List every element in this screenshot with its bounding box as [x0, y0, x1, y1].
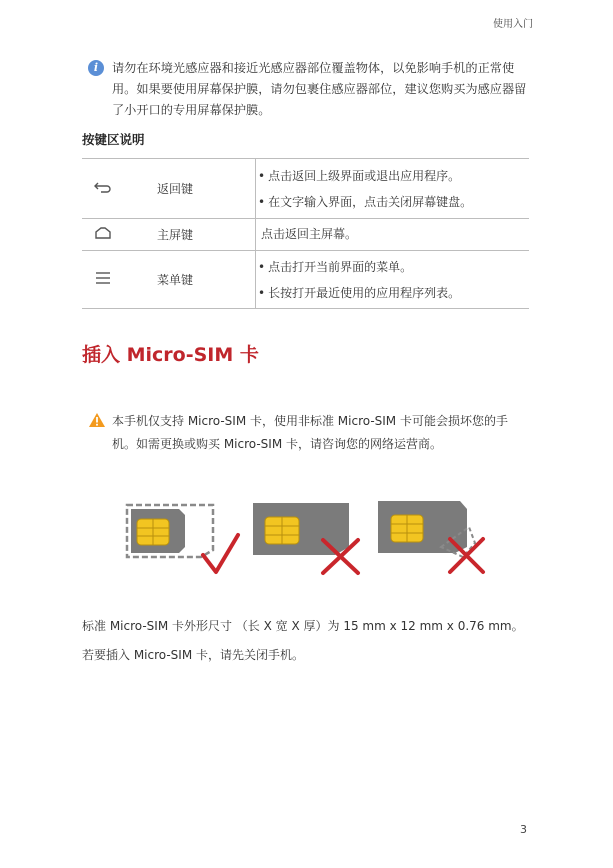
spec-text: [82, 612, 552, 670]
warning-icon: [88, 412, 106, 432]
table-row: [82, 159, 529, 219]
page-number: 3: [520, 823, 527, 836]
sim-card-icon: [253, 503, 349, 555]
warning-note: [88, 410, 528, 456]
key-desc-line: • 长按打开最近使用的应用程序列表。: [258, 280, 529, 306]
back-icon: [82, 159, 124, 219]
sim-card-icon: [127, 505, 213, 557]
key-name: 菜单键: [157, 273, 194, 287]
table-row: [82, 251, 529, 309]
keys-title: 按键区说明: [82, 132, 145, 147]
home-icon: [82, 219, 124, 251]
key-desc-line: 点击返回主屏幕。: [261, 227, 358, 241]
keys-table: [82, 158, 529, 309]
warning-text: 本手机仅支持 Micro-SIM 卡，使用非标准 Micro-SIM 卡可能会损坏您的手机。如需更换或购买 Micro-SIM 卡，请咨询您的网络运营商。: [112, 414, 508, 451]
info-note-text: 请勿在环境光感应器和接近光感应器部位覆盖物体，以免影响手机的正常使用。如果要使用屏幕保护膜，请勿包裹住感应器部位，建议您购买为感应器留了小开口的专用屏幕保护膜。: [112, 61, 527, 117]
sim-card-figure: [123, 495, 493, 585]
key-name: 主屏键: [157, 228, 194, 242]
key-desc-line: • 点击返回上级界面或退出应用程序。: [258, 163, 529, 189]
info-note: [88, 58, 528, 121]
running-header: 使用入门: [493, 19, 533, 30]
spec-line: 标准 Micro-SIM 卡外形尺寸 （长 X 宽 X 厚）为 15 mm x 12 mm x 0.76 mm。: [82, 619, 524, 633]
info-icon: i: [88, 60, 104, 76]
spec-line: 若要插入 Micro-SIM 卡，请先关闭手机。: [82, 648, 304, 662]
key-name: 返回键: [157, 182, 194, 196]
table-row: [82, 219, 529, 251]
key-desc-line: • 点击打开当前界面的菜单。: [258, 254, 529, 280]
section-title: 插入 Micro-SIM 卡: [82, 344, 259, 366]
menu-icon: [82, 251, 124, 309]
key-desc-line: • 在文字输入界面，点击关闭屏幕键盘。: [258, 189, 529, 215]
